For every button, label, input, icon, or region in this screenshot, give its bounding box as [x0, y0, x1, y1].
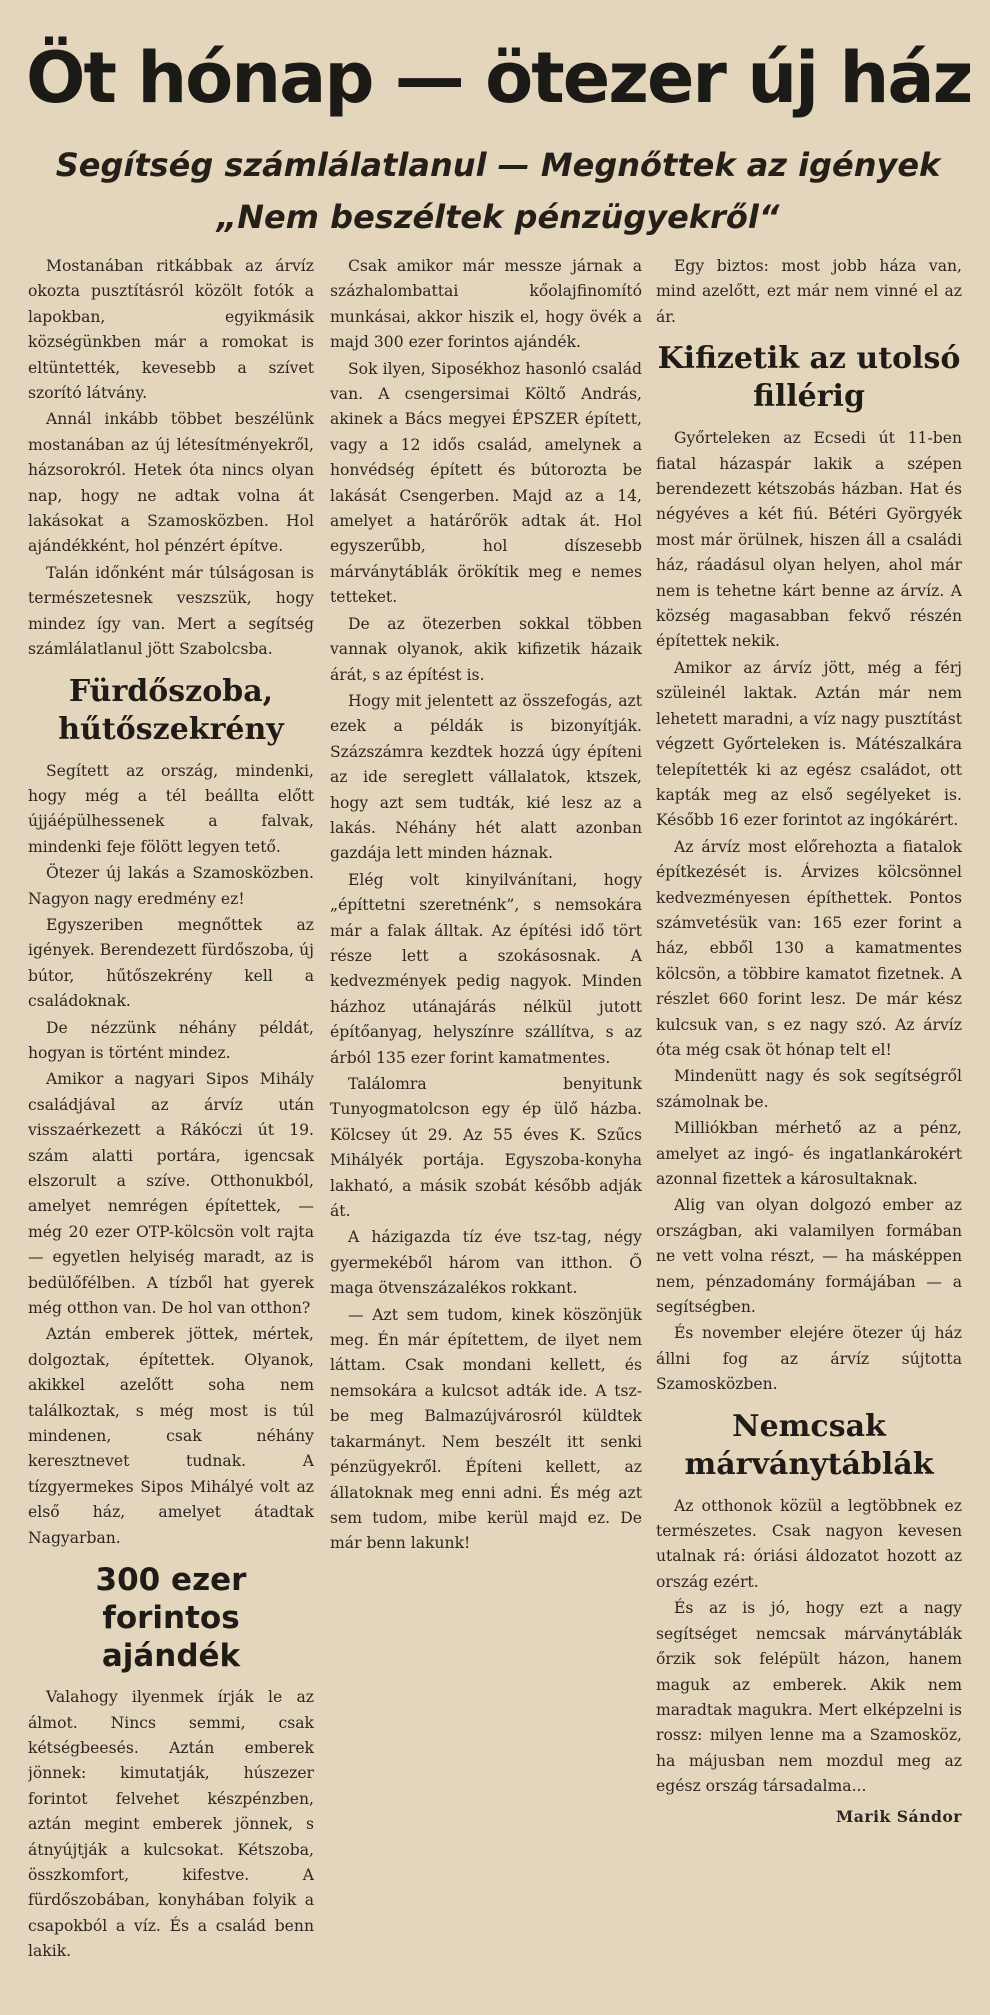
paragraph: És november elejére ötezer új ház állni fog az árvíz sújtotta Szamosközben.	[656, 1324, 962, 1394]
paragraph: — Azt sem tudom, kinek köszönjük meg. Én már építettem, de ilyet nem láttam. Csak mondani kellett, és nemsokára a kulcsot adták ide. A tsz-be meg Balmazújvárosról küldtek takarmányt. Nem beszélt itt senki pénzügyekről. Építeni kellett, az állatoknak meg enni adni. És még azt sem tudom, mibe kerül majd ez. De már benn lakunk!	[330, 1305, 642, 1553]
article-title: Öt hónap — ötezer új ház	[26, 37, 972, 119]
paragraph: Találomra benyitunk Tunyogmatolcson egy ép ülő házba. Kölcsey út 29. Az 55 éves K. Szűcs Mihályék portája. Egyszoba-konyha lakható, a másik szobát később adják át.	[330, 1075, 642, 1221]
section-heading-gift: 300 ezer forintos ajándék	[95, 1562, 247, 1675]
paragraph: És az is jó, hogy ezt a nagy segítséget nemcsak márványtáblák őrzik sok felépült házon, hanem maguk az emberek. Akik nem maradtak magukra. Mert elképzelni is rossz: milyen lenne ma a Szamosköz, ha májusban nem mozdul meg az egész ország társadalma...	[656, 1599, 962, 1796]
paragraph: Hogy mit jelentett az összefogás, azt ezek a példák is bizonyítják. Százszámra kezdtek hozzá úgy építeni az ide sereglett vállalatok, ktszek, hogy azt sem tudták, kié lesz az a lakás. Néhány hét alatt azonban gazdája lett minden háznak.	[330, 691, 642, 863]
paragraph: Az otthonok közül a legtöbbnek ez természetes. Csak nagyon kevesen utalnak rá: óriási áldozatot hozott az ország ezért.	[656, 1496, 962, 1591]
paragraph: Csak amikor már messze járnak a százhalombattai kőolajfinomító munkásai, akkor hiszik el, hogy övék a majd 300 ezer forintos ajándék.	[330, 257, 642, 352]
paragraph: Ötezer új lakás a Szamosközben. Nagyon nagy eredmény ez!	[28, 864, 314, 908]
paragraph: Talán időnként már túlságosan is természetesnek veszszük, hogy mindez így van. Mert a segítség számlálatlanul jött Szabolcsba.	[28, 563, 314, 659]
paragraph: De nézzünk néhány példát, hogyan is történt mindez.	[28, 1018, 314, 1062]
paragraph: De az ötezerben sokkal többen vannak olyanok, akik kifizetik házaik árát, s az építést is.	[330, 614, 642, 684]
column-2	[330, 254, 642, 1999]
paragraph: Egy biztos: most jobb háza van, mind azelőtt, ezt már nem vinné el az ár.	[656, 257, 962, 326]
paragraph: Milliókban mérhető az a pénz, amelyet az ingó- és ingatlankárokért azonnal fizettek a károsultaknak.	[656, 1119, 962, 1188]
paragraph: Győrteleken az Ecsedi út 11-ben fiatal házaspár lakik a szépen berendezett kétszobás házban. Hat és négyéves a két fiú. Bétéri Györgyék most már örülnek, hiszen áll a családi ház, ráadásul olyan helyen, ahol már nem is tehetne kárt benne az árvíz. A község magasabban fekvő részén építettek nekik.	[656, 429, 962, 651]
paragraph: Elég volt kinyilvánítani, hogy „építtetni szeretnénk”, s nemsokára már a falak álltak. Az építési idő tört része lett a szokásosnak. A kedvezmények pedig nagyok. Minden házhoz utánajárás nélkül jutott építőanyag, helyszínre szállítva, s az árból 135 ezer forint kamatmentes.	[330, 870, 642, 1067]
article-quote-subtitle: „Nem beszéltek pénzügyekről“	[216, 198, 780, 236]
section-heading-bathroom: Fürdőszoba, hűtőszekrény	[58, 673, 284, 747]
section-heading-marble: Nemcsak márványtáblák	[684, 1408, 934, 1482]
paragraph: Sok ilyen, Siposékhoz hasonló család van. A csengersimai Költő András, akinek a Bács megyei ÉPSZER épített, vagy a 12 idős család, amelynek a honvédség épített és bútorozta be lakását Csengerben. Majd az a 14, amelyet a határőrök adtak át. Hol egyszerűbb, hol díszesebb márványtáblák örökítik meg e nemes tetteket.	[330, 359, 642, 607]
paragraph: Annál inkább többet beszélünk mostanában az új létesítményekről, házsorokról. Hetek óta nincs olyan nap, hogy ne adtak volna át lakásokat a Szamosközben. Hol ajándékként, hol pénzért építve.	[28, 410, 314, 556]
paragraph: A házigazda tíz éve tsz-tag, négy gyermekéből három van itthon. Ő maga ötvenszázalékos rokkant.	[330, 1228, 642, 1298]
author-signature: Marik Sándor	[836, 1806, 962, 1826]
paragraph: Mindenütt nagy és sok segítségről számolnak be.	[656, 1067, 962, 1111]
paragraph: Az árvíz most előrehozta a fiatalok építkezését is. Árvizes kölcsönnel kedvezményesen építhettek. Pontos számvetésük van: 165 ezer forint a ház, ebből 130 a kamatmentes kölcsön, a többire kamatot fizetnek. A részlet 660 forint lesz. De már kész kulcsuk van, s ez nagy szó. Az árvíz óta még csak öt hónap telt el!	[656, 837, 962, 1059]
column-3	[656, 254, 962, 1999]
paragraph: Mostanában ritkábbak az árvíz okozta pusztításról közölt fotók a lapokban, egyikmásik községünkben már a romokat is eltüntették, kevesebb a szívet szorító látvány.	[28, 257, 314, 403]
article-subtitle: Segítség számlálatlanul — Megnőttek az igények	[55, 146, 941, 184]
column-1	[28, 254, 314, 1999]
paragraph: Amikor a nagyari Sipos Mihály családjával az árvíz után visszaérkezett a Rákóczi út 19. szám alatti portára, igencsak elszorult a szíve. Otthonukból, amelyet nemrégen építettek, — még 20 ezer OTP-kölcsön volt rajta — egyetlen helyiség maradt, az is bedülőfélben. A tízből hat gyerek még otthon van. De hol van otthon?	[28, 1070, 314, 1318]
section-heading-payment: Kifizetik az utolsó fillérig	[657, 341, 961, 415]
paragraph: Segített az ország, mindenki, hogy még a tél beállta előtt újjáépülhessenek a falvak, mindenki feje fölött legyen tető.	[28, 761, 314, 856]
paragraph: Egyszeriben megnőttek az igények. Berendezett fürdőszoba, új bútor, hűtőszekrény kell a családoknak.	[28, 915, 314, 1011]
paragraph: Valahogy ilyenmek írják le az álmot. Nincs semmi, csak kétségbeesés. Aztán emberek jönnek: kimutatják, húszezer forintot felvehet készpénzben, aztán megint emberek jönnek, s átnyújtják a kulcsokat. Kétszoba, összkomfort, kifestve. A fürdőszobában, konyhában folyik a csapokból a víz. És a család benn lakik.	[28, 1688, 314, 1961]
paragraph: Amikor az árvíz jött, még a férj szüleinél laktak. Aztán már nem lehetett maradni, a víz nagy pusztítást végzett Győrteleken is. Mátészalkára telepítették ki az egész családot, ott kapták meg az első segélyeket is. Később 16 ezer forintot az ingókárért.	[656, 658, 962, 830]
paragraph: Alig van olyan dolgozó ember az országban, aki valamilyen formában ne vett volna részt, — ha másképpen nem, pénzadomány formájában — a segítségben.	[656, 1196, 962, 1317]
paragraph: Aztán emberek jöttek, mértek, dolgoztak, építettek. Olyanok, akikkel azelőtt soha nem találkoztak, s még most is túl mindenen, csak néhány keresztnevet tudnak. A tízgyermekes Sipos Mihályé volt az első ház, amelyet átadtak Nagyarban.	[28, 1325, 314, 1547]
